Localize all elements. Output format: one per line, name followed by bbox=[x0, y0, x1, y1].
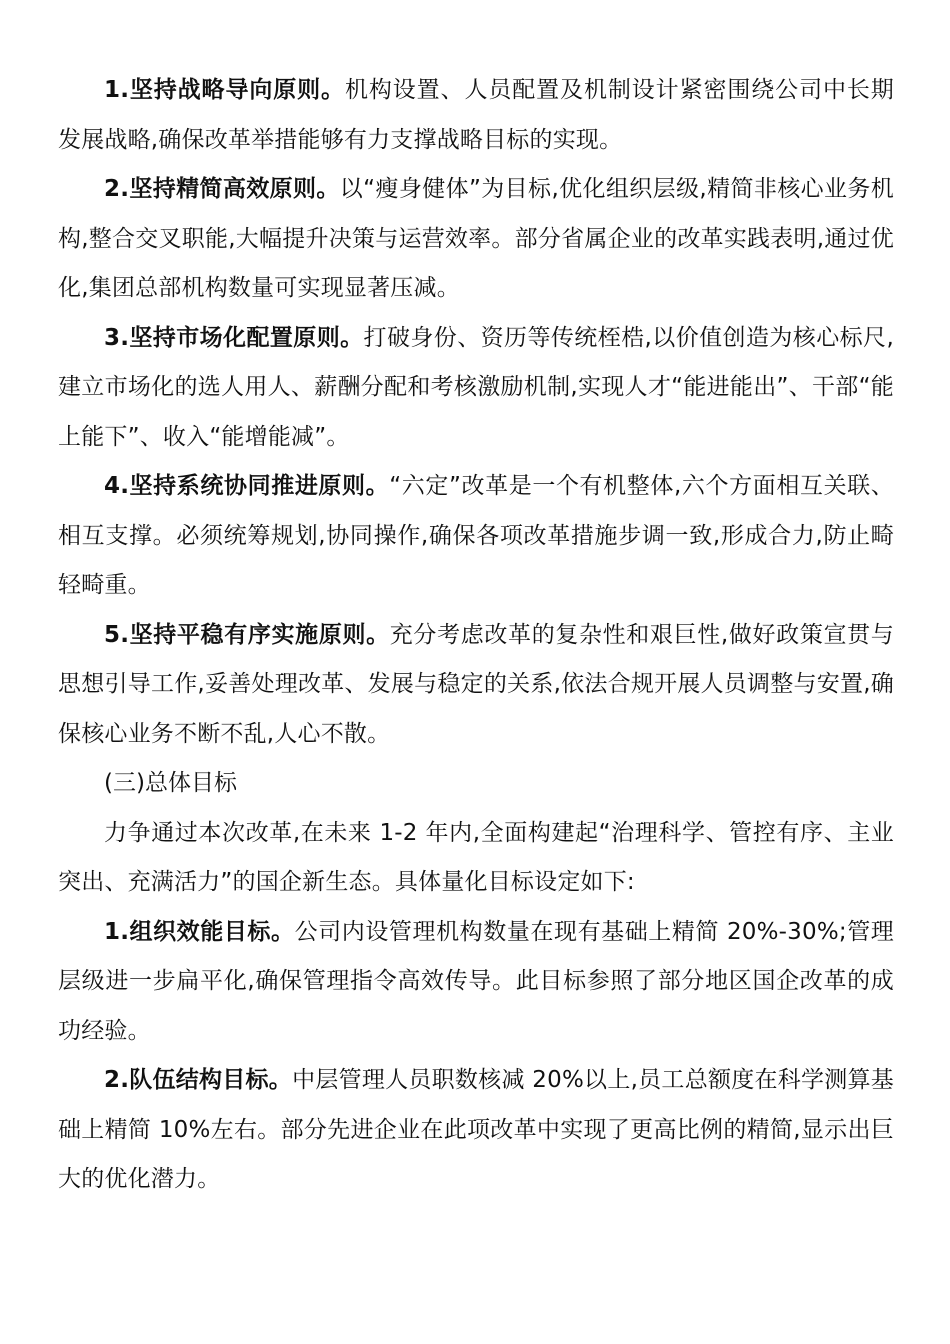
principle-2-heading: 2.坚持精简高效原则。 bbox=[104, 176, 340, 202]
document-page bbox=[58, 66, 894, 1205]
goal-2-paragraph bbox=[58, 1056, 894, 1205]
principle-2-paragraph bbox=[58, 165, 894, 314]
goals-intro-paragraph: 力争通过本次改革,在未来 1-2 年内,全面构建起“治理科学、管控有序、主业突出、充满活力”的国企新生态。具体量化目标设定如下: bbox=[58, 819, 894, 895]
principle-1-heading: 1.坚持战略导向原则。 bbox=[104, 77, 345, 103]
principle-5-paragraph bbox=[58, 611, 894, 760]
principle-1-text: 机构设置、人员配置及机制设计紧密围绕公司中长期发展战略,确保改革举措能够有力支撑战略目标的实现。 bbox=[58, 77, 894, 153]
principle-1-paragraph bbox=[58, 66, 894, 165]
principle-5-text: 充分考虑改革的复杂性和艰巨性,做好政策宣贯与思想引导工作,妥善处理改革、发展与稳定的关系,依法合规开展人员调整与安置,确保核心业务不断不乱,人心不散。 bbox=[58, 621, 894, 747]
goal-1-paragraph bbox=[58, 908, 894, 1057]
principle-3-heading: 3.坚持市场化配置原则。 bbox=[104, 324, 364, 351]
goal-2-text: 中层管理人员职数核减 20%以上,员工总额度在科学测算基础上精简 10%左右。部分先进企业在此项改革中实现了更高比例的精简,显示出巨大的优化潜力。 bbox=[58, 1067, 895, 1192]
principle-4-text: “六定”改革是一个有机整体,六个方面相互关联、相互支撑。必须统筹规划,协同操作,确保各项改革措施步调一致,形成合力,防止畸轻畸重。 bbox=[58, 473, 894, 598]
goal-1-heading: 1.组织效能目标。 bbox=[104, 918, 295, 945]
principle-4-heading: 4.坚持系统协同推进原则。 bbox=[104, 473, 390, 499]
section-heading-overall-goals: (三)总体目标 bbox=[104, 770, 237, 796]
principle-3-paragraph bbox=[58, 314, 894, 463]
principle-5-heading: 5.坚持平稳有序实施原则。 bbox=[104, 621, 390, 648]
principle-2-text: 以“瘦身健体”为目标,优化组织层级,精简非核心业务机构,整合交叉职能,大幅提升决策与运营效率。部分省属企业的改革实践表明,通过优化,集团总部机构数量可实现显著压减。 bbox=[58, 176, 894, 301]
principle-4-paragraph bbox=[58, 462, 894, 611]
principle-3-text: 打破身份、资历等传统桎梏,以价值创造为核心标尺,建立市场化的选人用人、薪酬分配和考核激励机制,实现人才“能进能出”、干部“能上能下”、收入“能增能减”。 bbox=[58, 324, 894, 450]
goal-1-text: 公司内设管理机构数量在现有基础上精简 20%-30%;管理层级进一步扁平化,确保管理指令高效传导。此目标参照了部分地区国企改革的成功经验。 bbox=[58, 918, 894, 1044]
goal-2-heading: 2.队伍结构目标。 bbox=[104, 1067, 293, 1093]
